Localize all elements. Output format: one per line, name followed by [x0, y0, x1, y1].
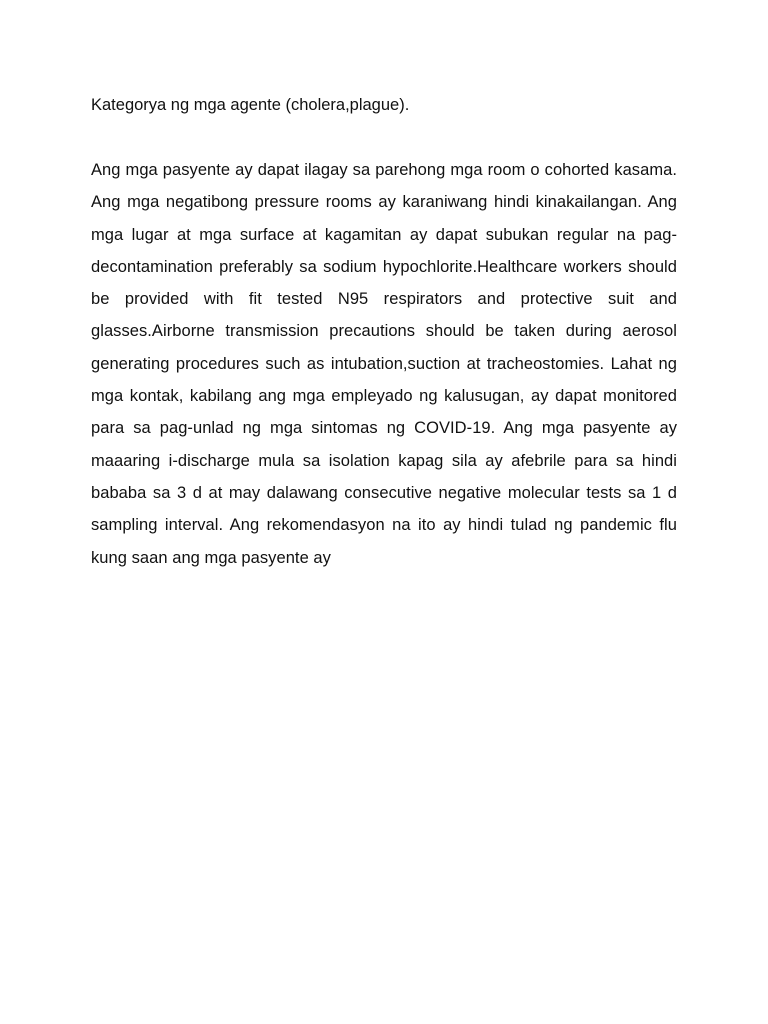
body-paragraph: Ang mga pasyente ay dapat ilagay sa parehong mga room o cohorted kasama. Ang mga negatibong pressure rooms ay karaniwang hindi kinakailangan. Ang mga lugar at mga surface at kagamitan ay dapat subukan regular na pag-decontamination preferably sa sodium hypochlorite.Healthcare workers should be provided with fit tested N95 respirators and protective suit and glasses.Airborne transmission precautions should be taken during aerosol generating procedures such as intubation,suction at tracheostomies. Lahat ng mga kontak, kabilang ang mga empleyado ng kalusugan, ay dapat monitored para sa pag-unlad ng mga sintomas ng COVID-19. Ang mga pasyente ay maaaring i-discharge mula sa isolation kapag sila ay afebrile para sa hindi bababa sa 3 d at may dalawang consecutive negative molecular tests sa 1 d sampling interval. Ang rekomendasyon na ito ay hindi tulad ng pandemic flu kung saan ang mga pasyente ay	[91, 161, 677, 567]
heading-text: Kategorya ng mga agente (cholera,plague).	[91, 96, 410, 114]
